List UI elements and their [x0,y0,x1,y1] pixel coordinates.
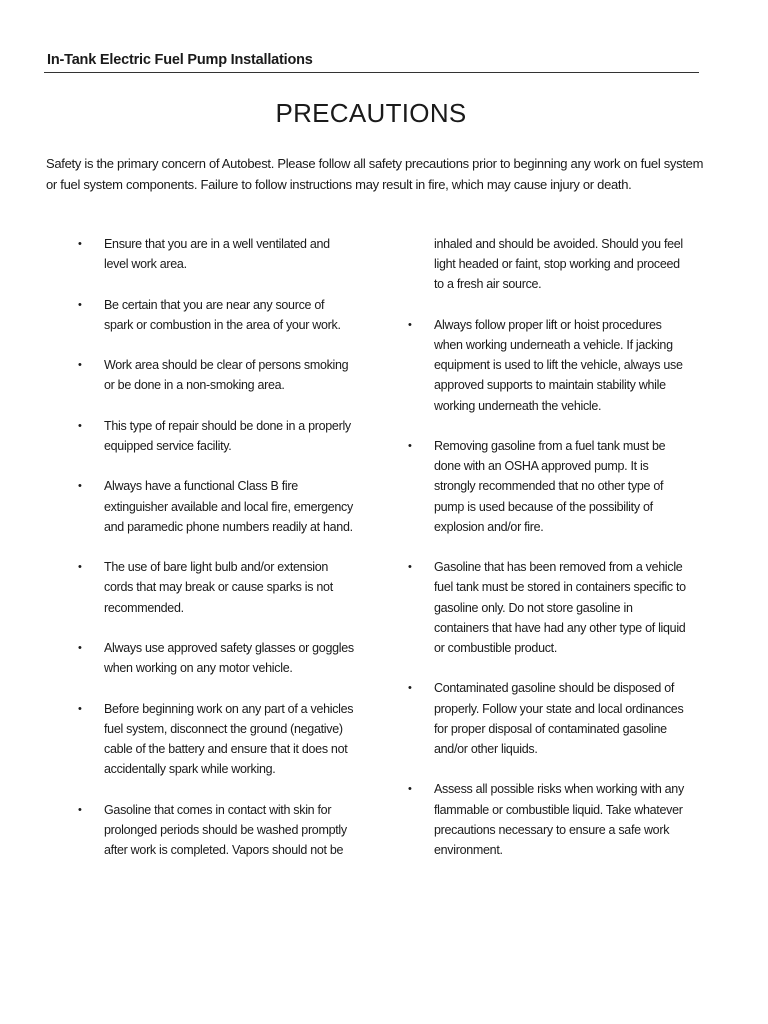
list-item [78,416,356,456]
list-item [78,355,356,395]
list-item-text: Ensure that you are in a well ventilated and level work area. [104,237,330,272]
list-item [78,476,356,537]
page-title: PRECAUTIONS [275,98,467,128]
bullet-icon: • [408,440,412,452]
bullet-icon: • [78,702,82,715]
list-item [408,678,686,759]
bullet-icon: • [78,803,82,816]
bullet-icon: • [78,419,82,432]
list-item-text: Assess all possible risks when working with any flammable or combustible liquid. Take whatever precautions necessary to ensure a safe work environment. [434,782,684,858]
bullet-icon: • [408,682,412,695]
list-item-text: Be certain that you are near any source of spark or combustion in the area of your work. [104,297,341,332]
intro-paragraph: Safety is the primary concern of Autobest. Please follow all safety precautions prior to beginning any work on fuel system or fuel system components. Failure to follow instructions may result in fire, which may cause injury or death. [46,156,704,192]
list-item [408,779,686,860]
list-item-text: The use of bare light bulb and/or extension cords that may break or cause sparks is not recommended. [104,560,333,615]
list-item-text: Contaminated gasoline should be disposed of properly. Follow your state and local ordinances for proper disposal of contaminated gasoline and/or other liquids. [434,681,684,757]
list-item-text: Gasoline that has been removed from a vehicle fuel tank must be stored in containers specific to gasoline only. Do not store gasoline in containers that have had any other type of liquid or combustible product. [434,560,686,656]
list-item [78,557,356,618]
list-item-text: Removing gasoline from a fuel tank must be done with an OSHA approved pump. It is strongly recommended that no other type of pump is used because of the possibility of explosion and/or fire. [434,439,666,534]
bullet-icon: • [78,641,82,654]
list-item-text: inhaled and should be avoided. Should you feel light headed or faint, stop working and proceed to a fresh air source. [434,237,683,292]
list-item [78,699,356,780]
bullet-icon: • [78,238,82,250]
list-item [78,800,356,861]
list-item [78,295,356,335]
list-item [78,234,356,274]
list-item-text: Gasoline that comes in contact with skin for prolonged periods should be washed promptly after work is completed. Vapors should not be [104,802,347,857]
list-item-text: Always use approved safety glasses or goggles when working on any motor vehicle. [104,640,354,676]
list-item-continuation [408,234,686,295]
list-item-text: Before beginning work on any part of a vehicles fuel system, disconnect the ground (negative) cable of the battery and ensure that it does not accidentally spark while working. [104,701,354,777]
bullet-icon: • [408,318,412,331]
list-item-text: This type of repair should be done in a properly equipped service facility. [104,418,351,453]
list-item [408,436,686,537]
list-item [78,638,356,678]
list-item-text: Always follow proper lift or hoist procedures when working underneath a vehicle. If jacking equipment is used to lift the vehicle, always use approved supports to maintain stability while working underneath the vehicle. [434,317,683,413]
precautions-list-left [78,234,378,880]
bullet-icon: • [408,783,412,796]
list-item [408,557,686,658]
list-item-text: Always have a functional Class B fire extinguisher available and local fire, emergency and paramedic phone numbers readily at hand. [104,479,353,534]
precautions-list-right [408,234,708,880]
list-item [408,315,686,416]
bullet-icon: • [78,359,82,372]
running-header: In-Tank Electric Fuel Pump Installations [47,52,313,68]
bullet-icon: • [78,298,82,311]
bullet-icon: • [78,561,82,574]
bullet-icon: • [408,561,412,574]
header-divider [44,72,699,73]
list-item-text: Work area should be clear of persons smoking or be done in a non-smoking area. [104,358,349,393]
bullet-icon: • [78,480,82,493]
